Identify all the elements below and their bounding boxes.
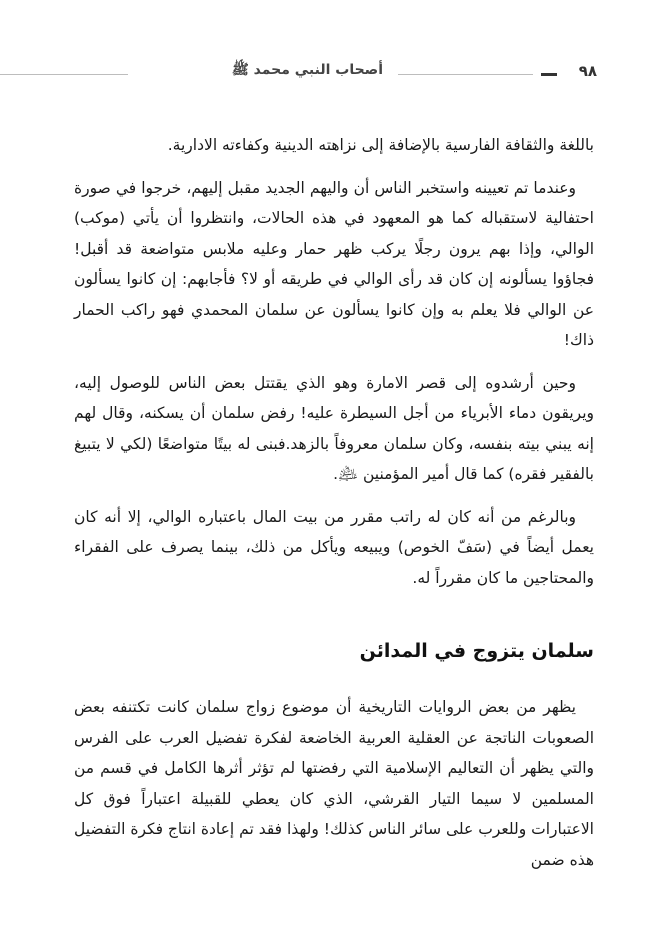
header-dash	[541, 73, 557, 76]
section-heading: سلمان يتزوج في المدائن	[359, 640, 594, 662]
paragraph: وبالرغم من أنه كان له راتب مقرر من بيت المال باعتباره الوالي، إلا أنه كان يعمل أيضاً في (سَفّ الخوص) ويبيعه ويأكل من ذلك، بينما يصرف على الفقراء والمحتاجين ما كان مقرراً له.	[74, 507, 594, 587]
header-rule-right	[398, 74, 533, 75]
paragraph: يظهر من بعض الروايات التاريخية أن موضوع زواج سلمان كانت تكتنفه بعض الصعوبات الناتجة عن العقلية العربية الخاضعة لفكرة تفضيل العرب على الفرس والتي يظهر أن التعاليم الإسلامية التي رفضتها لم تؤثر أثرها الكامل في قسم من المسلمين لا سيما التيار القرشي، الذي كان يعطي للقبيلة اعتباراً فوق كل الاعتبارات وللعرب على سائر الناس كذلك! ولهذا فقد تم إعادة انتاج فكرة التفضيل هذه ضمن	[74, 698, 594, 869]
paragraph: وحين أرشدوه إلى قصر الامارة وهو الذي يقتتل بعض الناس للوصول إليه، ويريقون دماء الأبرياء من أجل السيطرة عليه! رفض سلمان أن يسكنه، وقال لهم إنه يبني بيته بنفسه، وكان سلمان معروفاً بالزهد.فبنى له بيتًا متواضعًا (لكي لا يتبيغ بالفقير فقره) كما قال أمير المؤمنين ﵇.	[74, 373, 594, 483]
section-body-text	[74, 692, 594, 875]
page-number: ٩٨	[578, 62, 597, 80]
running-title: أصحاب النبي محمد ﷺ	[231, 62, 383, 78]
header-rule-left	[0, 74, 128, 75]
paragraph: باللغة والثقافة الفارسية بالإضافة إلى نزاهته الدينية وكفاءته الادارية.	[167, 136, 594, 154]
paragraph: وعندما تم تعيينه واستخبر الناس أن واليهم الجديد مقبل إليهم، خرجوا في صورة احتفالية لاستقباله كما هو المعهود في هذه الحالات، وانتظروا أن يأتي (موكب) الوالي، وإذا بهم يرون رجلًا يركب ظهر حمار وعليه ملابس متواضعة قد أقبل! فجاؤوا يسألونه إن كان قد رأى الوالي في طريقه أو لا؟ فأجابهم: إن كانوا يسألون عن الوالي فلا يعلم به وإن كانوا يسألون عن سلمان المحمدي فهو راكب الحمار ذاك!	[74, 178, 594, 349]
page-header	[0, 60, 669, 88]
body-text	[74, 130, 594, 605]
